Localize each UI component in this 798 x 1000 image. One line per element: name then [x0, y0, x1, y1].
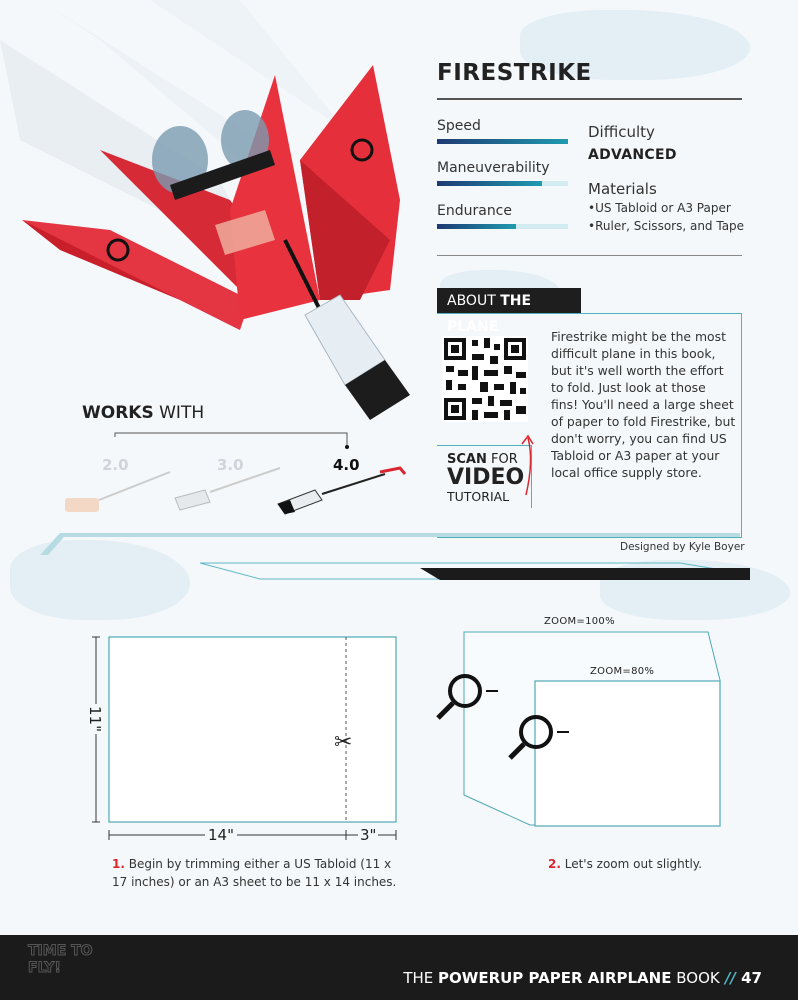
stat-bar: [437, 139, 568, 144]
works-with-title: [82, 403, 204, 423]
zoom-80-label: ZOOM=80%: [590, 666, 655, 677]
footer-sep: //: [719, 969, 742, 987]
stat-endurance: [437, 203, 568, 229]
stat-bar: [437, 224, 568, 229]
width-label: 14": [205, 826, 237, 844]
stat-bar-fill: [437, 181, 542, 186]
scissors-icon: ✂: [334, 730, 353, 755]
footer-bold: POWERUP PAPER AIRPLANE: [438, 969, 672, 987]
zoom-diagram: [430, 625, 730, 835]
section-divider: [437, 255, 742, 256]
works-with-connector: [110, 425, 360, 455]
trim-label: 3": [360, 826, 377, 844]
stat-label: Maneuverability: [437, 160, 550, 176]
step-1: [112, 855, 402, 891]
footer-watermark: TIME TO FLY!: [28, 943, 93, 976]
difficulty-label: Difficulty: [588, 123, 655, 141]
works-bold: WORKS: [82, 403, 154, 423]
footer-post: BOOK: [671, 969, 720, 987]
about-description: Firestrike might be the most difficult plane in this book, but it's well worth the effort to fold. Just look at those fins! You'll need a large sheet of paper to fold Firestrike, but don't worry, you can find US Tabloid or A3 paper at your local office supply store.: [551, 329, 736, 480]
version-3: 3.0: [217, 456, 244, 474]
module-versions-illustration: [60, 460, 420, 520]
stat-speed: [437, 118, 568, 144]
scan-for: FOR: [486, 452, 518, 467]
scan-tutorial: TUTORIAL: [447, 489, 510, 504]
stat-bar-fill: [437, 139, 568, 144]
step-text: Let's zoom out slightly.: [560, 857, 703, 871]
footer-bar: [0, 935, 798, 1000]
height-label: 11": [86, 706, 104, 732]
stat-label: Speed: [437, 118, 481, 134]
step-2: [548, 855, 788, 873]
scan-video: VIDEO: [447, 465, 525, 490]
scan-bold: SCAN: [447, 452, 487, 467]
about-tab-prefix: ABOUT: [447, 293, 501, 309]
footer-pre: THE: [403, 969, 439, 987]
materials-label: Materials: [588, 180, 657, 198]
designer-credit: Designed by Kyle Boyer: [620, 541, 745, 553]
plane-illustration: [0, 0, 430, 460]
material-item: •Ruler, Scissors, and Tape: [588, 219, 745, 233]
works-rest: WITH: [153, 403, 205, 423]
footer-title: [403, 969, 762, 987]
step-text: Begin by trimming either a US Tabloid (11 x 17 inches) or an A3 sheet to be 11 x 14 inches.: [112, 857, 397, 889]
step-number: 2.: [548, 857, 561, 871]
stat-maneuverability: [437, 160, 568, 186]
page-number: 47: [741, 969, 762, 987]
step-number: 1.: [112, 857, 125, 871]
version-4: 4.0: [333, 456, 360, 474]
about-tab: [437, 288, 581, 335]
stat-label: Endurance: [437, 203, 512, 219]
difficulty-value: ADVANCED: [588, 147, 677, 163]
arrow-icon: [516, 430, 546, 500]
title-divider: [437, 98, 742, 100]
material-item: •US Tabloid or A3 Paper: [588, 201, 731, 215]
about-tab-bold: THE PLANE: [447, 293, 532, 335]
stat-bar-fill: [437, 224, 516, 229]
trim-diagram: [80, 630, 410, 845]
decorative-stripes: [40, 525, 750, 585]
zoom-100-label: ZOOM=100%: [544, 616, 615, 627]
qr-code[interactable]: [442, 336, 528, 422]
stat-bar: [437, 181, 568, 186]
version-2: 2.0: [102, 456, 129, 474]
plane-title: FIRESTRIKE: [437, 60, 592, 86]
